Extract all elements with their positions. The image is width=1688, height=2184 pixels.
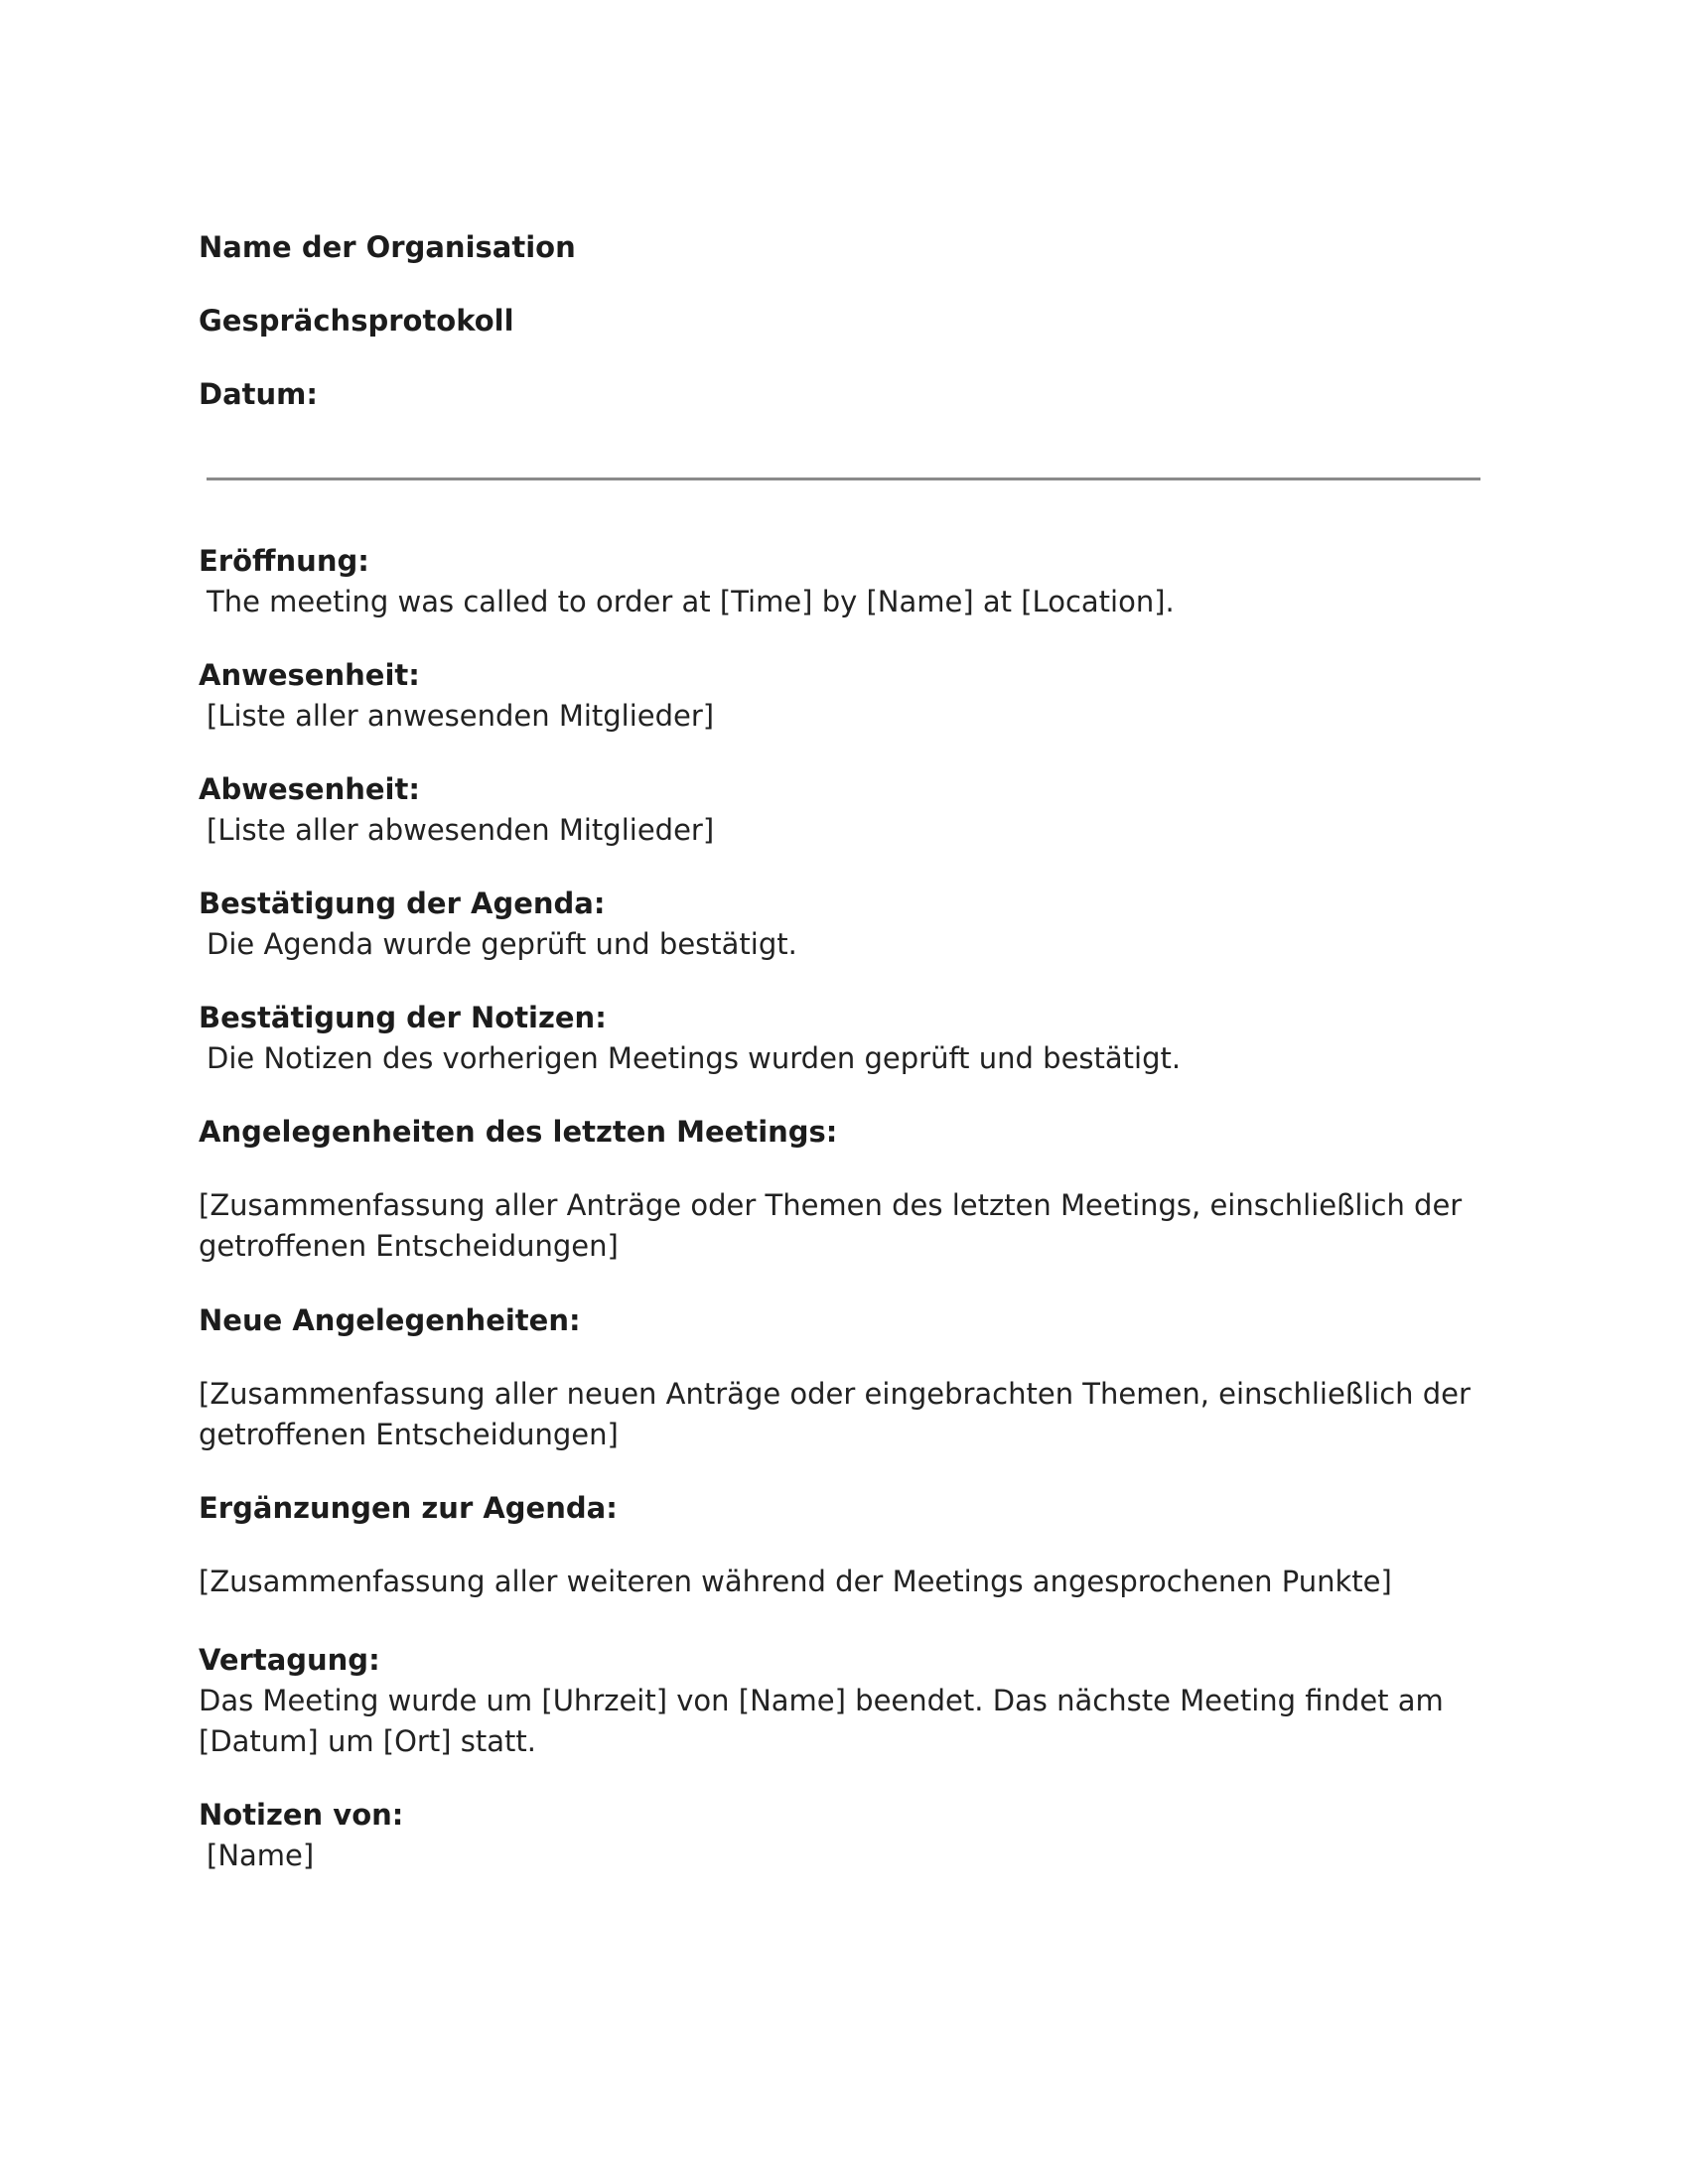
- section-notes-approval: [199, 998, 1489, 1079]
- document-title: Gesprächsprotokoll: [199, 304, 514, 338]
- section-agenda-approval: [199, 884, 1489, 965]
- section-label: Ergänzungen zur Agenda:: [199, 1491, 618, 1525]
- section-text: [Zusammenfassung aller Anträge oder Themen des letzten Meetings, einschließlich der getroffenen Entscheidungen]: [199, 1188, 1463, 1263]
- section-opening: [199, 541, 1489, 622]
- section-adjournment: [199, 1640, 1489, 1762]
- section-new-business: [199, 1300, 1489, 1455]
- organisation-name: Name der Organisation: [199, 230, 576, 264]
- section-text: Das Meeting wurde um [Uhrzeit] von [Name] beendet. Das nächste Meeting findet am [Datum] um [Ort] statt.: [199, 1684, 1444, 1758]
- section-text: [Liste aller abwesenden Mitglieder]: [207, 813, 715, 847]
- section-text: Die Agenda wurde geprüft und bestätigt.: [207, 927, 797, 961]
- section-text: [Zusammenfassung aller weiteren während der Meetings angesprochenen Punkte]: [199, 1565, 1392, 1598]
- section-text: [Zusammenfassung aller neuen Anträge oder eingebrachten Themen, einschließlich der getroffenen Entscheidungen]: [199, 1377, 1471, 1451]
- section-label: Angelegenheiten des letzten Meetings:: [199, 1115, 838, 1149]
- section-notes-by: [199, 1795, 1489, 1876]
- section-label: Abwesenheit:: [199, 772, 420, 806]
- section-text: The meeting was called to order at [Time] by [Name] at [Location].: [207, 585, 1175, 618]
- section-label: Neue Angelegenheiten:: [199, 1303, 581, 1337]
- section-label: Notizen von:: [199, 1798, 404, 1832]
- section-text: Die Notizen des vorherigen Meetings wurden geprüft und bestätigt.: [207, 1041, 1182, 1075]
- section-label: Eröffnung:: [199, 544, 369, 578]
- section-absence: [199, 769, 1489, 851]
- section-label: Vertagung:: [199, 1643, 380, 1677]
- section-text: [Liste aller anwesenden Mitglieder]: [207, 699, 715, 733]
- section-label: Bestätigung der Notizen:: [199, 1001, 607, 1034]
- section-agenda-additions: [199, 1488, 1489, 1602]
- section-old-business: [199, 1112, 1489, 1267]
- section-text: [Name]: [207, 1839, 315, 1872]
- date-label: Datum:: [199, 377, 318, 411]
- section-attendance: [199, 655, 1489, 737]
- section-label: Bestätigung der Agenda:: [199, 887, 606, 920]
- section-label: Anwesenheit:: [199, 658, 420, 692]
- header-divider: [207, 478, 1480, 480]
